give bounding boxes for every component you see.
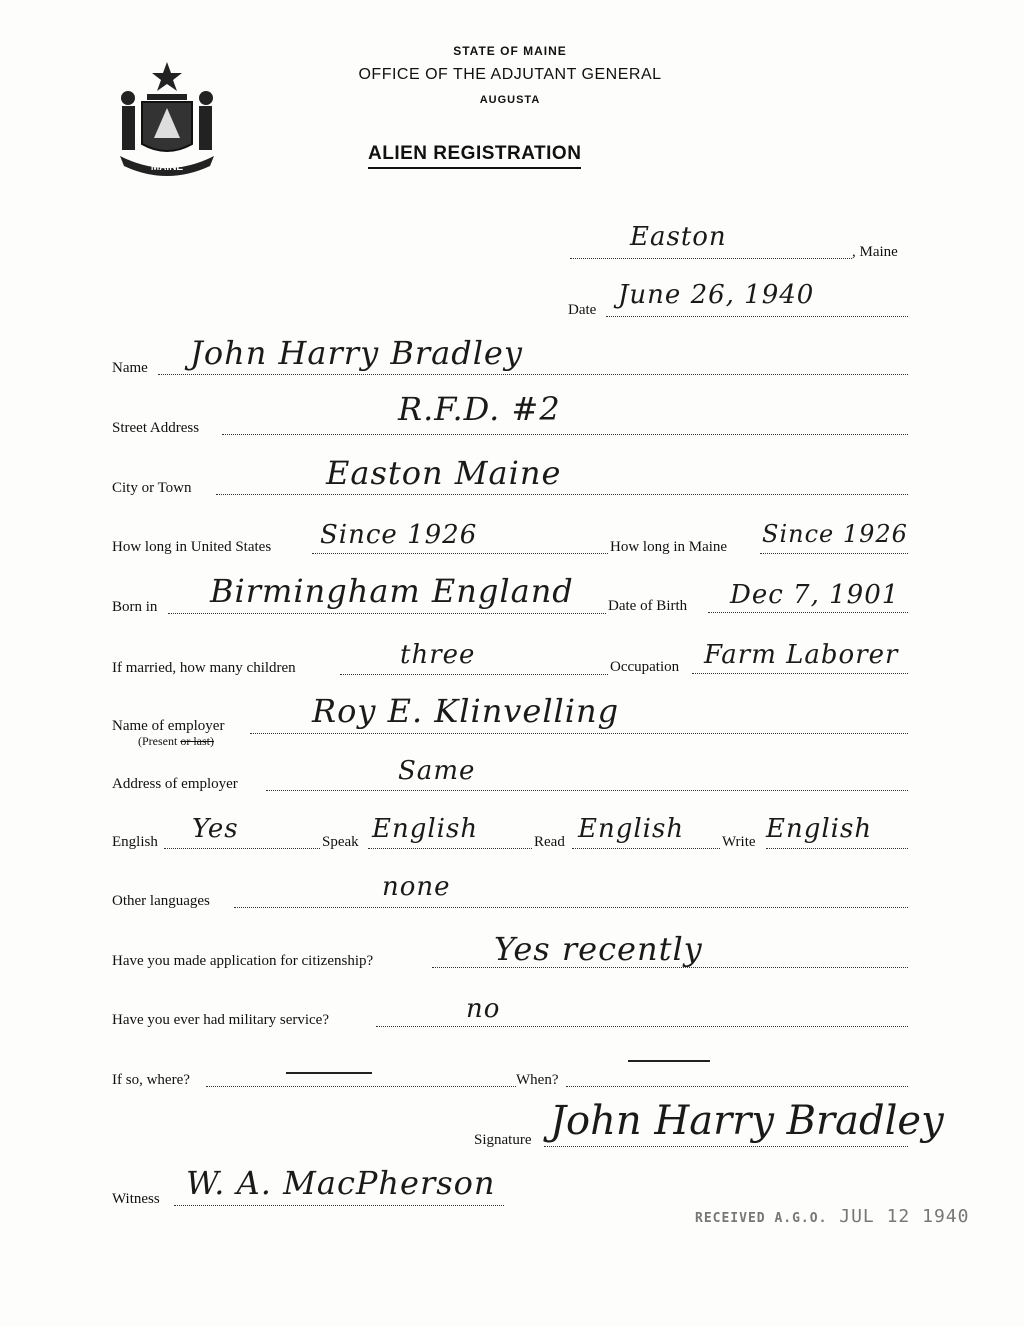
witness-line [174,1205,504,1206]
date-line [606,316,908,317]
employer-sub-label: (Present or last) [138,734,214,748]
city-label: City or Town [112,480,192,496]
dob-label: Date of Birth [608,598,688,614]
received-stamp: RECEIVED A.G.O. JUL 12 1940 [695,1206,970,1227]
maine-state-seal-icon [112,58,222,178]
employer-address-label: Address of employer [112,776,238,792]
read-label: Read [534,834,565,850]
us-duration-line [312,553,608,554]
signature-label: Signature [474,1132,532,1148]
other-languages-line [234,907,908,908]
children-line [340,674,608,675]
write-value: English [766,814,873,844]
name-value: John Harry Bradley [190,334,523,372]
city-value: Easton Maine [326,454,562,492]
military-label: Have you ever had military service? [112,1012,329,1028]
speak-line [368,848,532,849]
when-label: When? [516,1072,559,1088]
where-dash [286,1072,372,1074]
english-value: Yes [192,814,239,844]
us-duration-label: How long in United States [112,539,272,555]
us-duration-value: Since 1926 [320,520,478,550]
witness-label: Witness [112,1191,160,1207]
occupation-value: Farm Laborer [704,640,899,670]
name-line [158,374,908,375]
occupation-line [692,673,908,674]
where-label: If so, where? [112,1072,190,1088]
read-value: English [578,814,685,844]
header-state: STATE OF MAINE [453,44,567,58]
speak-label: Speak [322,834,359,850]
maine-duration-value: Since 1926 [762,520,908,548]
dob-line [708,612,908,613]
where-line [206,1086,516,1087]
employer-line [250,733,908,734]
town-line [570,258,852,259]
date-label: Date [568,302,597,318]
city-line [216,494,908,495]
children-label: If married, how many children [112,660,296,676]
employer-address-value: Same [398,756,476,786]
signature-line [544,1146,908,1147]
employer-value: Roy E. Klinvelling [312,692,620,730]
town-value: Easton [630,222,727,252]
witness-value: W. A. MacPherson [186,1164,496,1202]
maine-duration-label: How long in Maine [610,539,728,555]
other-languages-label: Other languages [112,893,210,909]
street-line [222,434,908,435]
header-city: AUGUSTA [479,94,541,106]
date-value: June 26, 1940 [618,280,815,310]
military-value: no [466,994,501,1024]
other-languages-value: none [382,872,451,902]
military-line [376,1026,908,1027]
write-line [766,848,908,849]
street-value: R.F.D. #2 [398,390,561,428]
form-title: ALIEN REGISTRATION [368,143,581,169]
street-label: Street Address [112,420,200,436]
write-label: Write [722,834,756,850]
maine-suffix: , Maine [852,244,898,260]
signature-value: John Harry Bradley [550,1098,944,1144]
occupation-label: Occupation [610,659,680,675]
born-line [168,613,606,614]
born-value: Birmingham England [210,572,574,610]
children-value: three [400,640,476,670]
dob-value: Dec 7, 1901 [730,580,900,610]
svg-text:MAINE: MAINE [150,162,184,173]
when-line [566,1086,908,1087]
born-label: Born in [112,599,158,615]
read-line [572,848,720,849]
employer-label: Name of employer [112,718,225,734]
citizenship-value: Yes recently [494,930,703,968]
english-line [164,848,320,849]
english-label: English [112,834,158,850]
name-label: Name [112,360,148,376]
speak-value: English [372,814,479,844]
header-office: OFFICE OF THE ADJUTANT GENERAL [358,66,662,83]
maine-duration-line [760,553,908,554]
citizenship-label: Have you made application for citizenship? [112,953,374,969]
employer-address-line [266,790,908,791]
when-dash [628,1060,710,1062]
